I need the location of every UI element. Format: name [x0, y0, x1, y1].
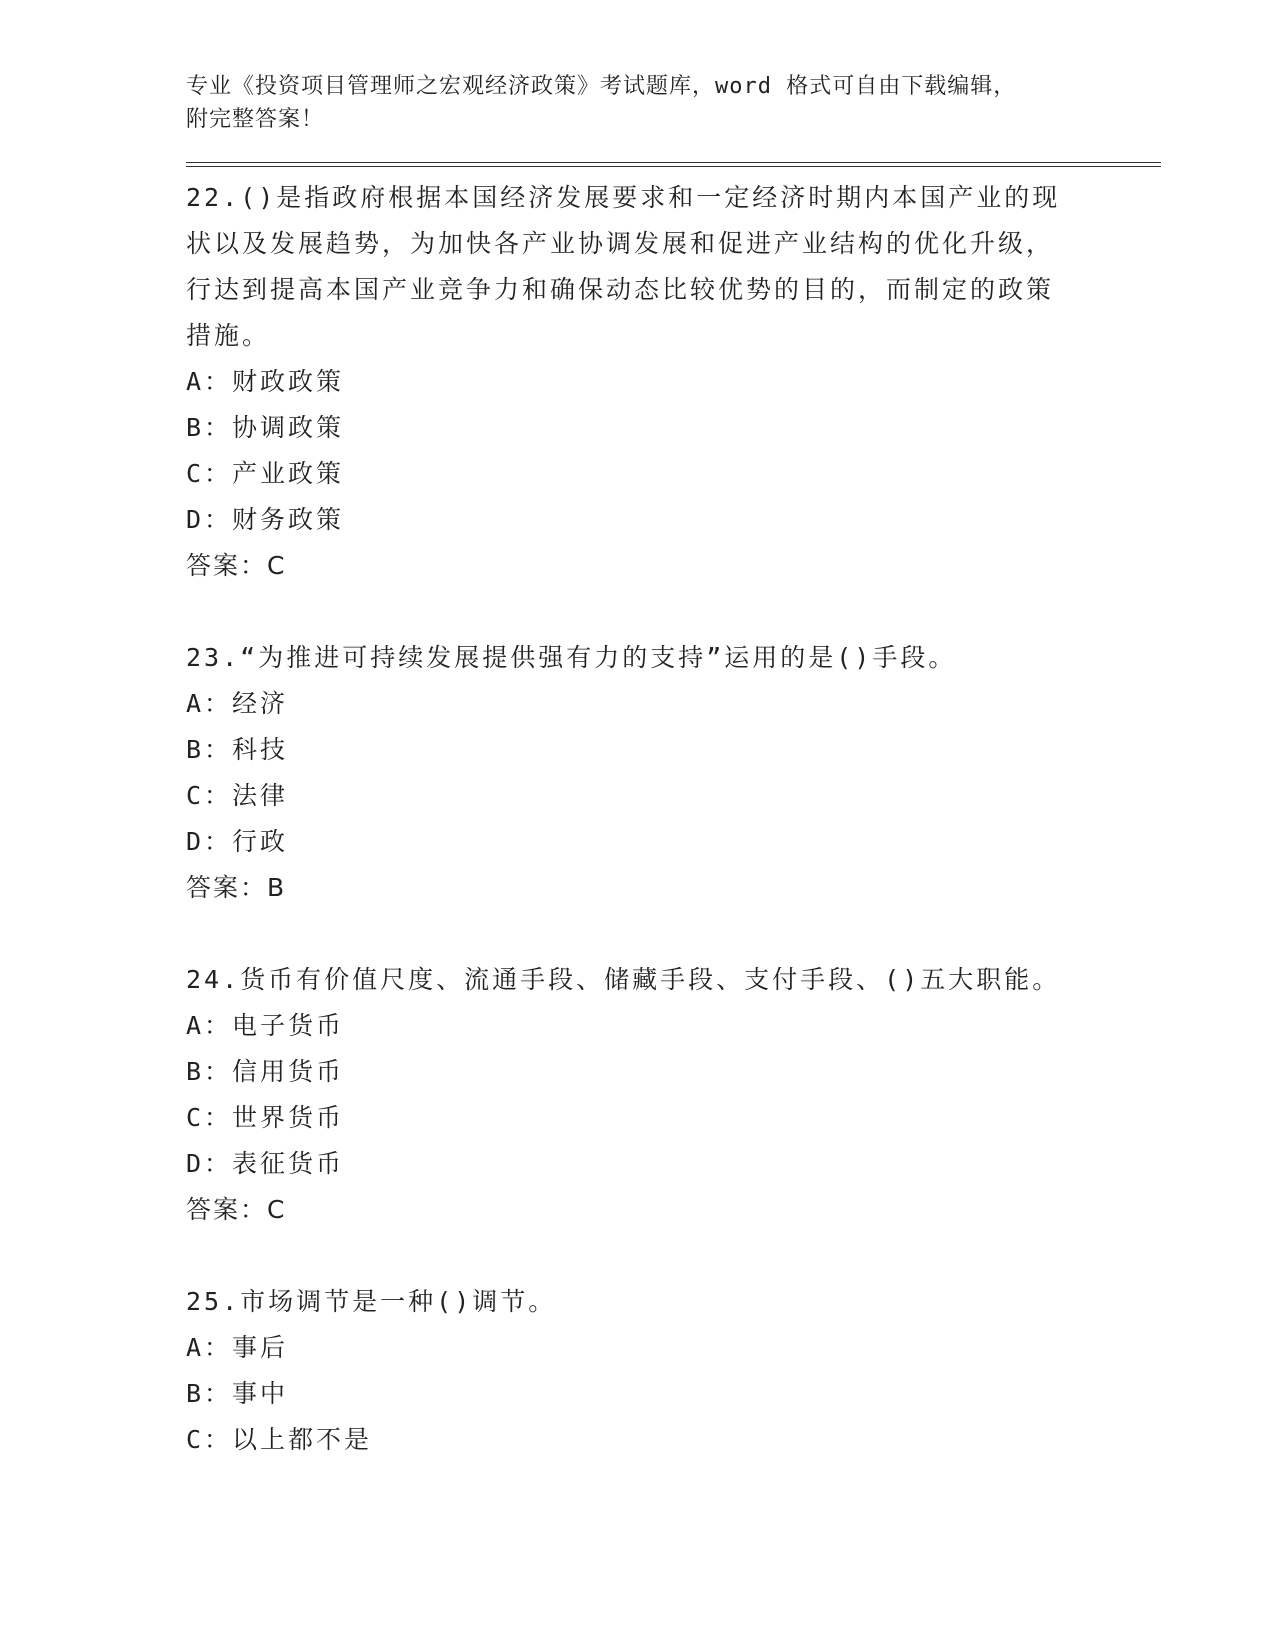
option-d: D：行政	[186, 827, 289, 856]
option-c: C：法律	[186, 781, 289, 810]
question-block-24	[186, 957, 1066, 1233]
option-a: A：财政政策	[186, 367, 345, 396]
question-stem: 23.“为推进可持续发展提供强有力的支持”运用的是()手段。	[186, 643, 957, 672]
question-block-23	[186, 635, 1066, 911]
question-stem: 24.货币有价值尺度、流通手段、储藏手段、支付手段、()五大职能。	[186, 965, 1061, 994]
document-header	[186, 70, 1066, 136]
question-block-25	[186, 1279, 1066, 1463]
option-a: A：事后	[186, 1333, 289, 1362]
header-line-2: 附完整答案！	[186, 107, 325, 132]
option-b: B：协调政策	[186, 413, 345, 442]
answer-line: 答案：C	[186, 1195, 287, 1224]
option-c: C：产业政策	[186, 459, 345, 488]
option-b: B：科技	[186, 735, 289, 764]
question-stem: 25.市场调节是一种()调节。	[186, 1287, 557, 1316]
option-b: B：信用货币	[186, 1057, 345, 1086]
option-c: C：以上都不是	[186, 1425, 373, 1454]
question-stem: 22.()是指政府根据本国经济发展要求和一定经济时期内本国产业的现状以及发展趋势，为加快各产业协调发展和促进产业结构的优化升级，行达到提高本国产业竞争力和确保动态比较优势的目的，而制定的政策措施。	[186, 183, 1061, 350]
option-c: C：世界货币	[186, 1103, 345, 1132]
header-divider	[186, 162, 1161, 167]
header-line-1: 专业《投资项目管理师之宏观经济政策》考试题库，word 格式可自由下载编辑，	[186, 74, 1017, 99]
document-page	[186, 70, 1161, 1509]
option-a: A：电子货币	[186, 1011, 345, 1040]
option-a: A：经济	[186, 689, 289, 718]
question-block-22	[186, 175, 1066, 589]
answer-line: 答案：B	[186, 873, 287, 902]
question-list	[186, 175, 1066, 1463]
option-d: D：财务政策	[186, 505, 345, 534]
option-d: D：表征货币	[186, 1149, 345, 1178]
answer-line: 答案：C	[186, 551, 287, 580]
option-b: B：事中	[186, 1379, 289, 1408]
